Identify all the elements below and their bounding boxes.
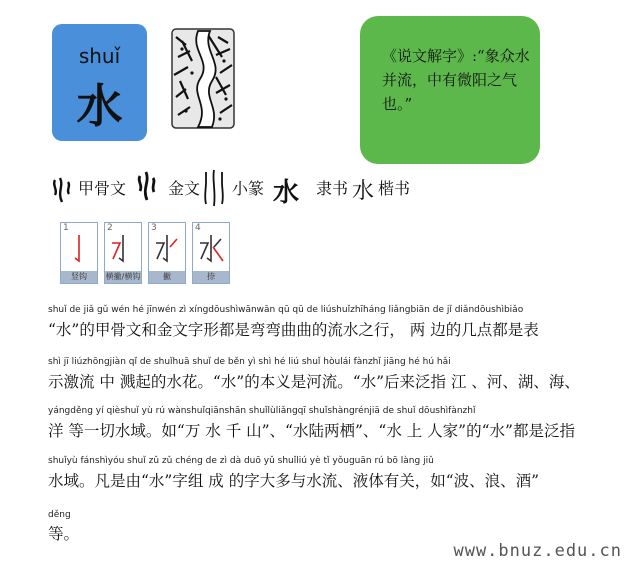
stroke-3-icon [151,231,183,269]
stroke-caption: 撇 [149,271,185,283]
stroke-box-2 [104,222,142,284]
clerical-label: 隶书 [316,179,349,198]
stroke-number: 1 [63,223,69,233]
pinyin-line-5: děng [48,510,71,520]
card-hanzi: 水 [76,79,123,133]
stroke-caption: 横撇/横钩 [105,272,141,281]
pinyin-line-2: shì jī liúzhōngjiàn qǐ de shuǐhuā shuǐ de běn yì shì hé liú shuǐ hòulái fànzhǐ jiāng hé hú hǎi [48,357,451,367]
stroke-box-1 [60,222,98,284]
stroke-number: 3 [151,223,157,233]
regular-glyph: 水 [352,179,375,204]
oracle-label: 甲骨文 [78,179,127,198]
water-illustration-image [168,27,238,130]
pinyin-line-4: shuǐyù fánshìyóu shuǐ zǔ zǔ chéng de zì dà duō yǔ shuǐliú yè tǐ yǒuguān rú bō làng jiǔ [48,456,434,466]
watermark: www.bnuz.edu.cn [453,541,622,561]
stroke-number: 4 [195,223,201,233]
stroke-box-4 [192,222,230,284]
stroke-4-icon [195,231,227,269]
pinyin-line-3: yángděng yí qièshuǐ yù rú wànshuǐqiānshān shuǐlùliǎngqī shuǐshàngrénjiā de shuǐ dōushìfànzhǐ [48,406,476,416]
seal-glyph-image [202,168,228,208]
text-line-1: “水”的甲骨文和金文字形都是弯弯曲曲的流水之行， 两 边的几点都是表 [48,321,539,339]
regular-label: 楷书 [378,179,411,198]
text-line-5: 等。 [48,525,80,543]
stroke-box-3 [148,222,186,284]
stroke-number: 2 [107,223,113,233]
oracle-glyph-image [52,176,74,206]
bronze-glyph-image [136,170,158,204]
shuowen-quote: 《说文解字》:“象众水并流，中有微阳之气也。” [382,47,530,113]
text-line-4: 水域。凡是由“水”字组 成 的字大多与水流、液体有关，如“波、浪、酒” [48,472,540,490]
clerical-glyph: 水 [273,178,300,208]
stroke-caption: 捺 [193,271,229,283]
shuowen-quote-box [360,16,540,164]
text-line-2: 示激流 中 溅起的水花。“水”的本义是河流。“水”后来泛指 江 、河、湖、海、 [48,373,580,391]
character-card [52,24,147,141]
stroke-2-icon [107,231,139,269]
card-pinyin: shuǐ [78,44,121,68]
seal-label: 小篆 [232,179,265,198]
stroke-1-icon [63,231,95,269]
pinyin-line-1: shuǐ de jiǎ gǔ wén hé jīnwén zì xíngdōushìwānwān qū qū de liúshuǐzhīháng liǎngbiān de jǐ diǎndōushìbiǎo [48,305,524,315]
stroke-caption: 竖钩 [61,271,97,283]
bronze-label: 金文 [168,179,201,198]
text-line-3: 洋 等一切水域。如“万 水 千 山”、“水陆两栖”、“水 上 人家”的“水”都是泛指 [48,422,575,440]
